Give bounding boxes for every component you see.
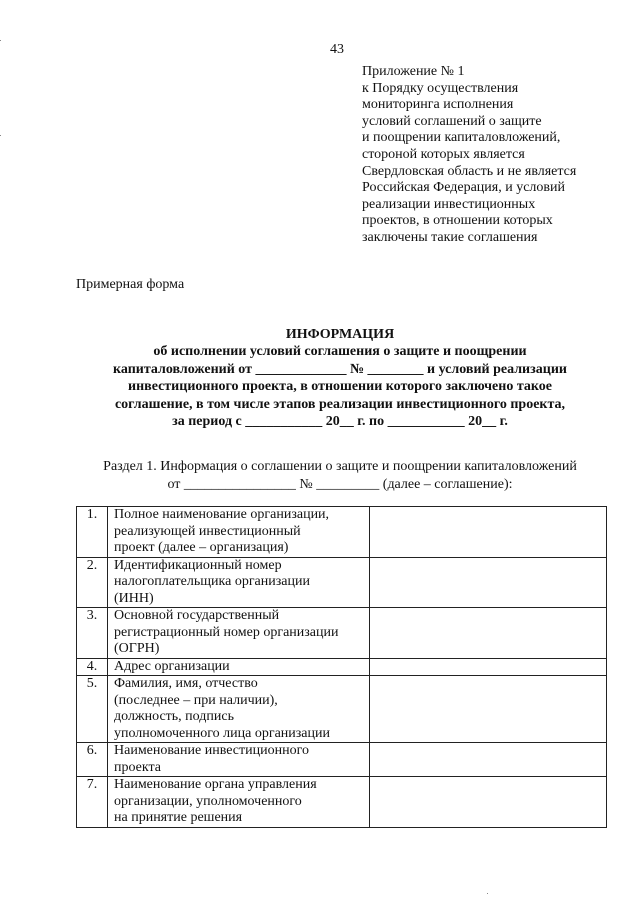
row-label-line: организации, уполномоченного <box>114 793 302 809</box>
row-value-cell <box>370 743 607 777</box>
row-label <box>108 777 370 828</box>
row-label-line: проект (далее – организация) <box>114 540 289 555</box>
table-row <box>77 608 607 659</box>
table-row <box>77 507 607 558</box>
document-title <box>60 326 620 430</box>
row-label-line: (последнее – при наличии), <box>114 692 278 708</box>
table-row <box>77 743 607 777</box>
scan-speck <box>0 135 1 136</box>
row-label <box>108 608 370 659</box>
row-label-line: Идентификационный номер <box>114 557 282 573</box>
sample-form-label: Примерная форма <box>76 277 185 292</box>
row-value-cell <box>370 608 607 659</box>
title-line: соглашение, в том числе этапов реализации инвестиционного проекта, <box>114 396 566 412</box>
title-line: за период с ___________ 20__ г. по ___________ 20__ г. <box>172 414 508 430</box>
row-number: 6. <box>77 743 108 777</box>
scan-speck <box>0 40 1 41</box>
row-label-line: проекта <box>114 759 161 775</box>
row-label <box>108 676 370 743</box>
section-line: Раздел 1. Информация о соглашении о защите и поощрении капиталовложений <box>103 459 577 474</box>
row-label-line: реализующей инвестиционный <box>114 523 301 539</box>
appendix-line: мониторинга исполнения <box>362 97 514 113</box>
row-number: 2. <box>77 557 108 608</box>
row-label-line: Наименование инвестиционного <box>114 743 309 758</box>
row-label-line: на принятие решения <box>114 810 243 825</box>
appendix-line: Свердловская область и не является <box>362 163 577 179</box>
row-label-line: налогоплательщика организации <box>114 574 310 589</box>
title-line: капиталовложений от _____________ № ________ и условий реализации <box>113 361 567 377</box>
row-label <box>108 658 370 676</box>
row-label-line: (ИНН) <box>114 590 154 606</box>
row-number: 1. <box>77 507 108 558</box>
appendix-line: и поощрении капиталовложений, <box>362 130 561 146</box>
appendix-line: реализации инвестиционных <box>362 196 536 212</box>
row-label <box>108 557 370 608</box>
row-value-cell <box>370 507 607 558</box>
title-line: инвестиционного проекта, в отношении которого заключено такое <box>128 379 552 395</box>
row-number: 3. <box>77 608 108 659</box>
row-label-line: Фамилия, имя, отчество <box>114 676 258 691</box>
appendix-line: к Порядку осуществления <box>362 80 519 96</box>
row-label-line: регистрационный номер организации <box>114 624 339 640</box>
appendix-line: Приложение № 1 <box>362 64 465 79</box>
appendix-line: условий соглашений о защите <box>362 113 542 129</box>
appendix-line: Российская Федерация, и условий <box>362 180 566 196</box>
row-number: 7. <box>77 777 108 828</box>
page-number: 43 <box>330 42 344 57</box>
row-value-cell <box>370 557 607 608</box>
row-number: 5. <box>77 676 108 743</box>
appendix-line: заключены такие соглашения <box>362 229 538 245</box>
table-row <box>77 777 607 828</box>
row-label <box>108 743 370 777</box>
row-label-line: Основной государственный <box>114 608 280 623</box>
title-heading: ИНФОРМАЦИЯ <box>285 327 395 342</box>
row-label-line: должность, подпись <box>114 709 234 724</box>
row-value-cell <box>370 676 607 743</box>
row-label-line: Полное наименование организации, <box>114 507 330 522</box>
row-label-line: Наименование органа управления <box>114 777 317 792</box>
section-heading <box>60 458 620 493</box>
table-row <box>77 658 607 676</box>
info-table <box>76 506 607 828</box>
table-row <box>77 557 607 608</box>
row-label <box>108 507 370 558</box>
appendix-line: стороной которых является <box>362 146 525 162</box>
title-line: об исполнении условий соглашения о защите и поощрении <box>153 344 527 360</box>
row-label-line: Адрес организации <box>114 658 230 674</box>
row-value-cell <box>370 658 607 676</box>
table-row <box>77 676 607 743</box>
row-number: 4. <box>77 658 108 676</box>
section-line: от ________________ № _________ (далее – соглашение): <box>167 476 513 492</box>
row-value-cell <box>370 777 607 828</box>
appendix-block <box>362 64 632 247</box>
row-label-line: (ОГРН) <box>114 641 160 656</box>
info-table-body <box>77 507 607 828</box>
scan-speck <box>487 893 488 894</box>
appendix-line: проектов, в отношении которых <box>362 213 553 229</box>
row-label-line: уполномоченного лица организации <box>114 725 330 741</box>
